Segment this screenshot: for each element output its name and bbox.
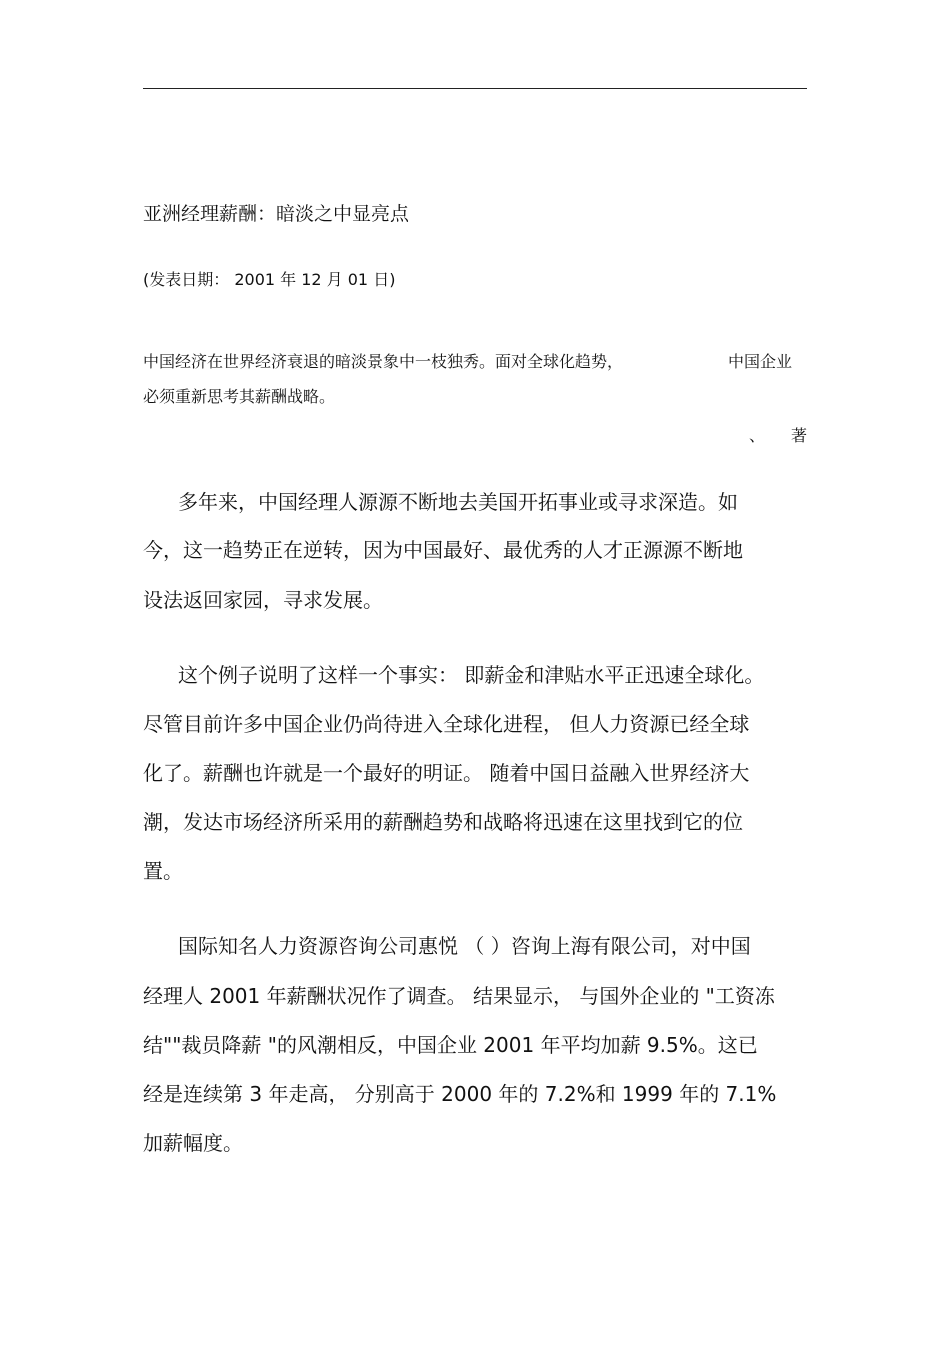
paragraph-2-line: 潮，发达市场经济所采用的薪酬趋势和战略将迅速在这里找到它的位 <box>143 810 743 834</box>
paragraph-2-line: 置。 <box>143 859 183 883</box>
paragraph-2-line: 化了。薪酬也许就是一个最好的明证。 随着中国日益融入世界经济大 <box>143 761 750 785</box>
paragraph-1-line: 设法返回家园，寻求发展。 <box>143 588 383 612</box>
paragraph-2-line: 尽管目前许多中国企业仍尚待进入全球化进程， 但人力资源已经全球 <box>143 712 750 736</box>
abstract-text: 中国经济在世界经济衰退的暗淡景象中一枝独秀。面对全球化趋势， <box>143 352 624 371</box>
paragraph-3-line: 国际知名人力资源咨询公司惠悦 （ ）咨询上海有限公司，对中国 <box>178 934 751 958</box>
header-rule <box>143 88 807 89</box>
publish-date: (发表日期： 2001 年 12 月 01 日) <box>143 270 396 289</box>
paragraph-3-line: 结""裁员降薪 "的风潮相反，中国企业 2001 年平均加薪 9.5%。这已 <box>143 1033 758 1057</box>
paragraph-1-line: 今，这一趋势正在逆转，因为中国最好、最优秀的人才正源源不断地 <box>143 538 743 562</box>
paragraph-2-line: 这个例子说明了这样一个事实： 即薪金和津贴水平正迅速全球化。 <box>178 663 765 687</box>
paragraph-3-line: 经是连续第 3 年走高， 分别高于 2000 年的 7.2%和 1999 年的 7.1% <box>143 1082 777 1106</box>
article-title: 亚洲经理薪酬：暗淡之中显亮点 <box>143 203 410 225</box>
abstract-line-2: 必须重新思考其薪酬战略。 <box>143 387 336 406</box>
author-separator: 、 <box>748 426 765 445</box>
paragraph-1-line: 多年来，中国经理人源源不断地去美国开拓事业或寻求深造。如 <box>178 490 738 514</box>
abstract-text: 中国企业 <box>728 352 793 371</box>
paragraph-3-line: 加薪幅度。 <box>143 1131 243 1155</box>
author-suffix: 著 <box>790 426 807 445</box>
abstract-line-1 <box>143 350 807 374</box>
author-line <box>749 424 807 448</box>
paragraph-3-line: 经理人 2001 年薪酬状况作了调查。 结果显示， 与国外企业的 "工资冻 <box>143 984 775 1008</box>
